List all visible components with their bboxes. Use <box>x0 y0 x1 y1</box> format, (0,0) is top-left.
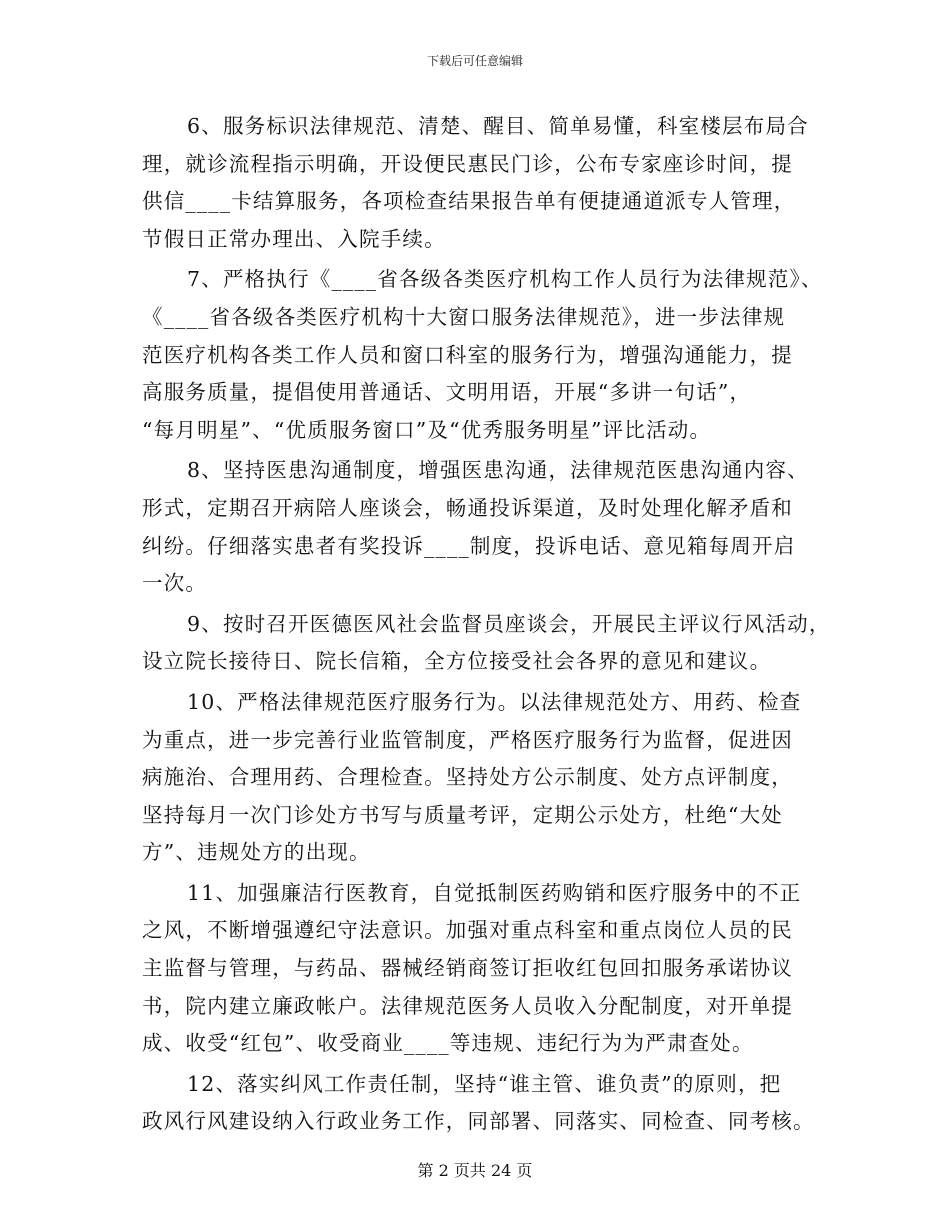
paragraph-line: 为重点，进一步完善行业监管制度，严格医疗服务行为监督，促进因 <box>142 727 793 752</box>
paragraph-line: 书，院内建立廉政帐户。法律规范医务人员收入分配制度，对开单提 <box>142 993 793 1018</box>
paragraph-line: 理，就诊流程指示明确，开设便民惠民门诊，公布专家座诊时间，提 <box>142 151 793 176</box>
paragraph-4 <box>142 606 831 681</box>
paragraph-line: 之风，不断增强遵纪守法意识。加强对重点科室和重点岗位人员的民 <box>142 918 793 943</box>
paragraph-line: 病施治、合理用药、合理检查。坚持处方公示制度、处方点评制度， <box>142 765 793 790</box>
paragraph-6 <box>142 875 807 1063</box>
paragraph-1 <box>142 108 807 258</box>
paragraph-line: 坚持每月一次门诊处方书写与质量考评，定期公示处方，杜绝“大处 <box>142 802 783 827</box>
paragraph-line: 7、严格执行《____省各级各类医疗机构工作人员行为法律规范》、 <box>187 267 823 292</box>
paragraph-3 <box>142 452 807 602</box>
paragraph-line: 10、严格法律规范医疗服务行为。以法律规范处方、用药、检查 <box>187 689 802 714</box>
paragraph-7 <box>142 1066 815 1141</box>
paragraph-line: 《____省各级各类医疗机构十大窗口服务法律规范》，进一步法律规 <box>142 304 786 329</box>
paragraph-line: 主监督与管理，与药品、器械经销商签订拒收红包回扣服务承诺协议 <box>142 956 793 981</box>
paragraph-line: 11、加强廉洁行医教育，自觉抵制医药购销和医疗服务中的不正 <box>187 880 802 905</box>
paragraph-line: 政风行风建设纳入行政业务工作，同部署、同落实、同检查、同考核。 <box>142 1109 815 1134</box>
paragraph-line: 9、按时召开医德医风社会监督员座谈会，开展民主评议行风活动， <box>187 611 831 636</box>
paragraph-line: 8、坚持医患沟通制度，增强医患沟通，法律规范医患沟通内容、 <box>187 458 809 483</box>
paragraph-line: 高服务质量，提倡使用普通话、文明用语，开展“多讲一句话”， <box>142 380 752 405</box>
document-body <box>142 108 831 1144</box>
paragraph-line: 范医疗机构各类工作人员和窗口科室的服务行为，增强沟通能力，提 <box>142 342 793 367</box>
paragraph-line: 纠纷。仔细落实患者有奖投诉____制度，投诉电话、意见箱每周开启 <box>142 533 796 558</box>
paragraph-line: 12、落实纠风工作责任制，坚持“谁主管、谁负责”的原则，把 <box>187 1071 782 1096</box>
paragraph-line: 设立院长接待日、院长信箱，全方位接受社会各界的意见和建议。 <box>142 649 772 674</box>
paragraph-line: “每月明星”、“优质服务窗口”及“优秀服务明星”评比活动。 <box>142 417 712 442</box>
page-number: 第 2 页共 24 页 <box>417 1161 533 1180</box>
paragraph-line: 6、服务标识法律规范、清楚、醒目、简单易懂，科室楼层布局合 <box>187 114 809 138</box>
paragraph-line: 一次。 <box>142 571 208 596</box>
paragraph-line: 成、收受“红包”、收受商业____等违规、违纪行为为严肃查处。 <box>142 1031 754 1056</box>
header-note: 下载后可任意编辑 <box>426 54 523 68</box>
paragraph-2 <box>142 261 823 449</box>
paragraph-line: 节假日正常办理出、入院手续。 <box>142 226 446 251</box>
paragraph-line: 形式，定期召开病陪人座谈会，畅通投诉渠道，及时处理化解矛盾和 <box>142 495 793 520</box>
paragraph-line: 供信____卡结算服务，各项检查结果报告单有便捷通道派专人管理， <box>142 189 796 214</box>
paragraph-line: 方”、违规处方的出现。 <box>142 840 371 865</box>
paragraph-5 <box>142 684 807 872</box>
